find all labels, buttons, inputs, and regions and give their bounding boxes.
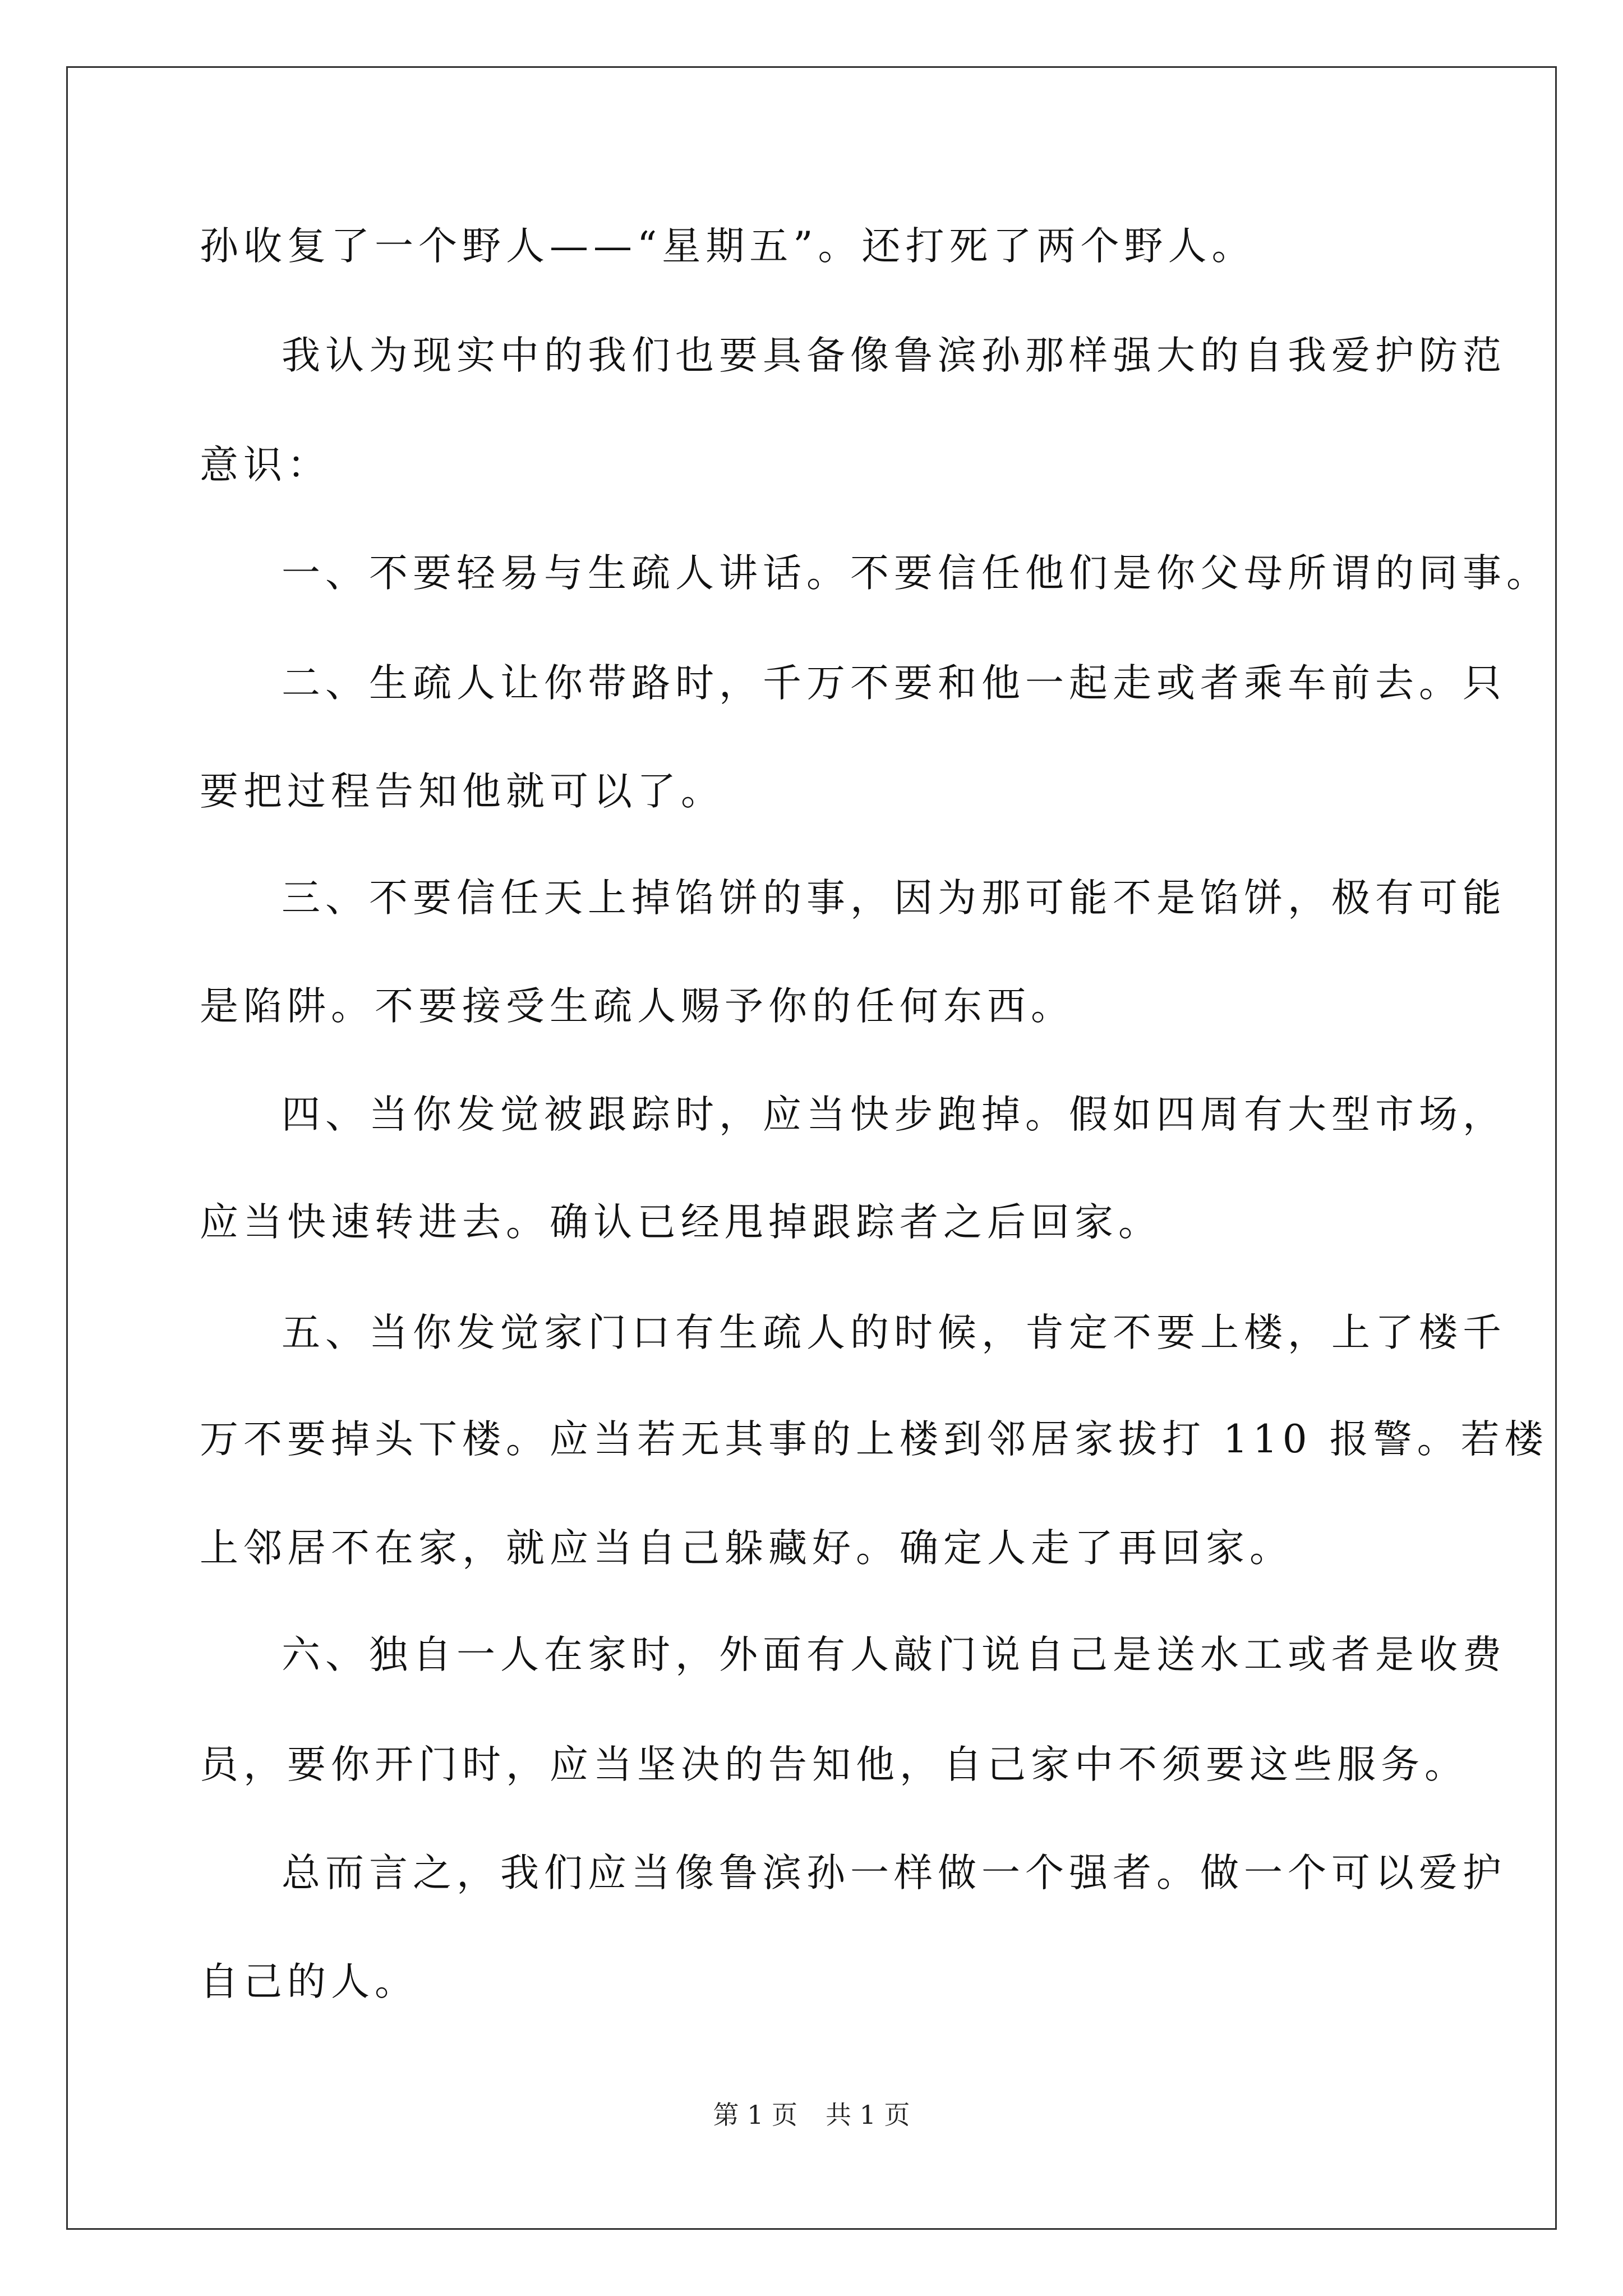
text-line-14: 六、独自一人在家时，外面有人敲门说自己是送水工或者是收费 [282,1632,1506,1677]
page-border [66,66,1557,2230]
text-line-8: 是陷阱。不要接受生疏人赐予你的任何东西。 [200,984,1075,1029]
text-line-3: 意识： [200,443,331,487]
text-line-12: 万不要掉头下楼。应当若无其事的上楼到邻居家拔打 110 报警。若楼 [200,1417,1548,1462]
text-line-13: 上邻居不在家，就应当自己躲藏好。确定人走了再回家。 [200,1526,1293,1571]
text-line-15: 员，要你开门时，应当坚决的告知他，自己家中不须要这些服务。 [200,1742,1468,1787]
text-line-10: 应当快速转进去。确认已经甩掉跟踪者之后回家。 [200,1200,1162,1245]
text-line-5: 二、生疏人让你带路时，千万不要和他一起走或者乘车前去。只 [282,661,1506,706]
text-line-11: 五、当你发觉家门口有生疏人的时候，肯定不要上楼，上了楼千 [282,1310,1506,1355]
page-number-total: 共 1 页 [826,2100,910,2130]
text-line-9: 四、当你发觉被跟踪时，应当快步跑掉。假如四周有大型市场， [282,1092,1506,1137]
text-line-17: 自己的人。 [200,1959,418,2004]
text-line-1: 孙收复了一个野人——“星期五”。还打死了两个野人。 [200,224,1256,269]
text-line-2: 我认为现实中的我们也要具备像鲁滨孙那样强大的自我爱护防范 [282,333,1506,378]
text-line-7: 三、不要信任天上掉馅饼的事，因为那可能不是馅饼，极有可能 [282,876,1506,921]
page-footer [0,2099,1623,2131]
text-line-6: 要把过程告知他就可以了。 [200,769,725,814]
text-line-16: 总而言之，我们应当像鲁滨孙一样做一个强者。做一个可以爱护 [282,1851,1506,1895]
text-line-4: 一、不要轻易与生疏人讲话。不要信任他们是你父母所谓的同事。 [282,551,1550,596]
page-number-current: 第 1 页 [713,2100,797,2130]
